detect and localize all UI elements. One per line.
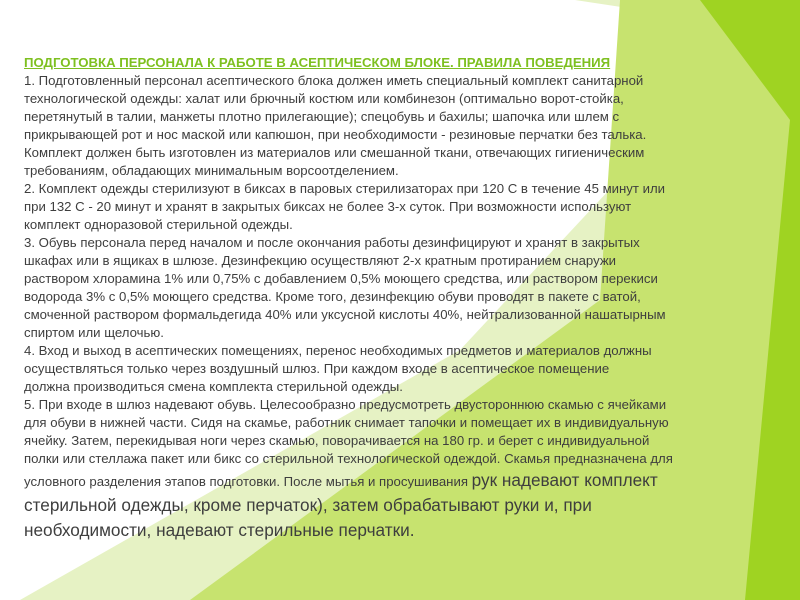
paragraph-line: 1. Подготовленный персонал асептического блока должен иметь специальный комплект санитарной	[24, 73, 644, 88]
paragraph-line: 2. Комплект одежды стерилизуют в биксах в паровых стерилизаторах при 120 С в течение 45 минут или	[24, 181, 666, 196]
paragraph-2	[24, 180, 792, 234]
paragraph-line: шкафах или в ящиках в шлюзе. Дезинфекцию осуществляют 2-х кратным протиранием снаружи	[24, 253, 617, 268]
paragraph-5	[24, 396, 792, 543]
paragraph-line: раствором хлорамина 1% или 0,75% с добавлением 0,5% моющего средства, или раствором перекиси	[24, 271, 658, 286]
slide-content	[24, 54, 792, 543]
paragraph-line: полки или стеллажа пакет или бикс со стерильной технологической одеждой. Скамья предназначена для	[24, 451, 673, 466]
paragraph-mixed-line	[24, 468, 792, 493]
paragraph-line: Комплект должен быть изготовлен из материалов или смешанной ткани, отвечающих гигиеническим	[24, 145, 645, 160]
paragraph-line: осуществляться только через воздушный шлюз. При каждом входе в асептическое помещение	[24, 361, 610, 376]
paragraph-line: водорода 3% с 0,5% моющего средства. Кроме того, дезинфекцию обуви проводят в пакете с ватой,	[24, 289, 641, 304]
slide-title: ПОДГОТОВКА ПЕРСОНАЛА К РАБОТЕ В АСЕПТИЧЕСКОМ БЛОКЕ. ПРАВИЛА ПОВЕДЕНИЯ	[24, 55, 611, 70]
paragraph-line: 4. Вход и выход в асептических помещениях, перенос необходимых предметов и материалов должны	[24, 343, 652, 358]
paragraph-3	[24, 234, 792, 342]
paragraph-4	[24, 342, 792, 396]
paragraph-line: технологической одежды: халат или брючный костюм или комбинезон (оптимально ворот-стойка,	[24, 91, 624, 106]
paragraph-line: ячейку. Затем, перекидывая ноги через скамью, поворачивается на 180 гр. и берет с индивидуальной	[24, 433, 650, 448]
paragraph-line-small-part: условного разделения этапов подготовки. После мытья и просушивания	[24, 474, 472, 489]
paragraph-line-large-part: рук надевают комплект	[471, 470, 658, 490]
paragraph-line: 5. При входе в шлюз надевают обувь. Целесообразно предусмотреть двустороннюю скамью с ячейками	[24, 397, 667, 412]
paragraph-line: 3. Обувь персонала перед началом и после окончания работы дезинфицируют и хранят в закрытых	[24, 235, 640, 250]
paragraph-line: перетянутый в талии, манжеты плотно прилегающие); спецобувь и бахилы; шапочка или шлем с	[24, 109, 620, 124]
paragraph-line: при 132 С - 20 минут и хранят в закрытых биксах не более 3-х суток. При возможности используют	[24, 199, 632, 214]
paragraph-1	[24, 72, 792, 180]
paragraph-line: должна производиться смена комплекта стерильной одежды.	[24, 379, 403, 394]
paragraph-line: комплект одноразовой стерильной одежды.	[24, 217, 293, 232]
paragraph-line: прикрывающей рот и нос маской или капюшон, при необходимости - резиновые перчатки без талька.	[24, 127, 647, 142]
paragraph-line: требованиям, обладающих минимальным ворсоотделением.	[24, 163, 399, 178]
paragraph-line: спиртом или щелочью.	[24, 325, 164, 340]
paragraph-line-large: стерильной одежды, кроме перчаток), затем обрабатывают руки и, при	[24, 495, 592, 515]
paragraph-line: смоченной раствором формальдегида 40% или уксусной кислоты 40%, нейтрализованной нашатырным	[24, 307, 666, 322]
paragraph-line-large: необходимости, надевают стерильные перчатки.	[24, 520, 415, 540]
paragraph-line: для обуви в нижней части. Сидя на скамье, работник снимает тапочки и помещает их в индивидуальную	[24, 415, 669, 430]
